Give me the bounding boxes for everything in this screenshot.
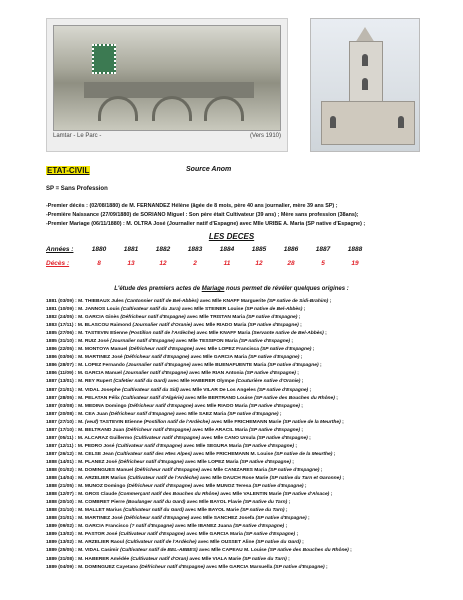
year-cell: 1887 [315, 246, 331, 253]
record-date: 1887 (27/10) : [46, 419, 79, 425]
record-date: 1887 (12/11) : [46, 443, 78, 449]
record-line [46, 378, 446, 386]
record-text: M. GARCIA Manuel (Journalier natif d'Espagne) avec Mlle RIAN Antonia (SP native d'Espagne) ; [77, 371, 299, 377]
record-line [46, 515, 446, 523]
record-date: 1887 (13/01) : [46, 379, 79, 385]
source-label: Source Anom [186, 166, 232, 173]
record-text: M. MEDINA Domingo (Défricheur natif d'Espagne) avec Mlle RIADO Maria (SP native d'Espagne) ; [78, 403, 303, 409]
record-text: M. GROS Claude (Commerçant natif des Bouches du Rhône) avec Mlle VALENTIN Marie (SP native d'Alsace) ; [78, 492, 333, 498]
record-line [46, 298, 446, 306]
record-date: 1887 (17/10) : [46, 427, 79, 433]
record-date: 1887 (03/08) : [46, 403, 79, 409]
record-text: M. MARTINEZ José (Défricheur natif d'Espagne) avec Mlle SANCHEZ Josefa (SP native d'Espagne) ; [78, 516, 310, 522]
record-line [46, 507, 446, 515]
record-date: 1889 (13/02) : [46, 540, 79, 546]
record-text: M. MONTOYA Manuel (Défricheur natif d'Espagne) avec Mlle LOPEZ Francisca (SP native d'Espagne) ; [78, 347, 315, 353]
record-date: 1889 (31/08) : [46, 556, 79, 562]
record-date: 1881 (10/09) : [46, 307, 79, 313]
death-count: 12 [255, 260, 263, 267]
record-date: 1888 (12/07) : [46, 492, 79, 498]
record-line [46, 403, 446, 411]
record-date: 1888 (21/05) : [46, 484, 79, 490]
year-cell: 1881 [123, 246, 139, 253]
first-marriage: -Premier Mariage (06/11/1880) : M. OLTRA José (Journalier natif d'Espagne) avec Mlle URIBE A. Maria (SP native d'Espagne) ; [46, 221, 366, 227]
record-line [46, 330, 446, 338]
record-line [46, 467, 446, 475]
record-line [46, 539, 446, 547]
section-header [46, 166, 426, 178]
record-text: M. ALCARAZ Guillermo (Cultivateur natif d'Espagne) avec Mlle CANO Ursula (SP native d'Espagne) ; [77, 435, 311, 441]
record-line [46, 523, 446, 531]
record-text: M. CELSE Jean (Cultivateur natif des Htes Alpes) avec Mlle FRICHEMANN M. Louise (SP native de la Meurthe) ; [78, 451, 336, 457]
record-line [46, 306, 446, 314]
record-date: 1888 (20/10) : [46, 500, 79, 506]
first-birth: -Première Naissance (27/09/1880) de SORIANO Miguel : Son père était Cultivateur (39 ans) ; Mère sans profession (38ans); [46, 212, 359, 218]
record-line [46, 419, 446, 427]
record-date: 1889 (25/05) : [46, 548, 79, 554]
record-line [46, 314, 446, 322]
record-date: 1887 (20/08) : [46, 411, 79, 417]
record-text: M. CEA Juan (Défricheur natif d'Espagne) avec Mlle SAEZ Maria (SP native d'Espagne) ; [78, 411, 282, 417]
record-date: 1888 (01/02) : [46, 467, 79, 473]
first-death: -Premier décès : (02/08/1880) de M. FERNANDEZ Hélène (âgée de 8 mois, père 40 ans journalier, mère 39 ans SP) ; [46, 203, 338, 209]
postcard-caption [53, 133, 281, 139]
record-line [46, 387, 446, 395]
record-date: 1887 (05/11) : [46, 435, 78, 441]
record-text: M. BLASCOU Raimond (Journalier natif d'Oranie) avec Mlle RIADO Maria (SP native d'Espagne) ; [77, 323, 302, 329]
year-cell: 1888 [347, 246, 363, 253]
marriage-records [46, 298, 446, 572]
record-date: 1881 (03/09) : [46, 299, 79, 304]
record-line [46, 483, 446, 491]
record-line [46, 491, 446, 499]
deces-title: LES DECES [208, 232, 255, 241]
intro-word: Mariage [201, 286, 225, 292]
death-count: 11 [223, 260, 231, 267]
bridge-arch [204, 96, 244, 121]
year-cell: 1883 [187, 246, 203, 253]
record-line [46, 499, 446, 507]
record-line [46, 564, 446, 572]
record-date: 1886 (11/09) : [46, 371, 78, 377]
intro-after: nous permet de révéler quelques origines : [224, 286, 349, 292]
record-text: M. THIEBAUX Jules (Cantonnier natif de Bel-Abbès) avec Mlle KNAFF Marguerite (SP native de Sidi-Brahim) ; [78, 299, 332, 304]
record-text: M. MUNOZ Domingo (Défricheur natif d'Espagne) avec Mlle MUNOZ Teresa (SP native d'Espagne) ; [78, 484, 307, 490]
year-cell: 1882 [155, 246, 171, 253]
record-text: M. COMBRET Pierre (Boulanger natif du Gard) avec Mlle BAYOL Flavie (SP native du Tarn) ; [78, 500, 291, 506]
record-text: M. (veuf) TASTEVIN Etienne (Postillon natif de l'Ardèche) avec Mlle FRICHEMANN Marie (SP native de la Meurthe) ; [78, 419, 344, 425]
postcard-caption-right: (Vers 1910) [249, 133, 281, 139]
record-date: 1882 (24/05) : [46, 315, 79, 321]
record-line [46, 547, 446, 555]
window [398, 116, 404, 128]
year-cell: 1884 [219, 246, 235, 253]
intro-before: L'étude des premiers actes de [114, 286, 202, 292]
deaths-row [46, 260, 416, 274]
record-text: M. HABERER Amédée (Cultivateur natif d'Oran) avec Mlle VIALA Marie (SP native du Tarn) ; [78, 556, 290, 562]
park-photo [53, 25, 281, 131]
postcard-image [46, 18, 288, 152]
marriage-intro [0, 286, 463, 292]
first-events [46, 202, 436, 229]
deaths-label: Décès : [46, 260, 70, 267]
record-line [46, 395, 446, 403]
record-text: M. BELTRAND Juan (Défricheur natif d'Espagne) avec Mlle ARACIL Maria (SP native d'Espagne) ; [78, 427, 304, 433]
record-line [46, 435, 446, 443]
record-text: M. PELATAN Félix (Cultivateur natif d'Algérie) avec Mlle BERTRAND Louise (SP native des Bouches du Rhône) ; [78, 395, 338, 401]
record-text: M. REY Rupert (Cafetier natif du Gard) avec Mlle HABERER Olympe (Couturière native d'Oranie) ; [78, 379, 304, 385]
record-line [46, 475, 446, 483]
years-label: Années : [46, 246, 74, 253]
record-line [46, 531, 446, 539]
death-count: 19 [351, 260, 359, 267]
record-line [46, 451, 446, 459]
record-date: 1887 (21/01) : [46, 387, 79, 393]
postcard-caption-left: Lamtar - Le Parc - [53, 133, 102, 139]
window [330, 116, 336, 128]
window [362, 78, 368, 90]
record-line [46, 370, 446, 378]
record-date: 1888 (31/01) : [46, 516, 79, 522]
record-date: 1889 (09/02) : [46, 524, 79, 530]
record-text: M. VIDAL Casimir (Cultivateur natif de BEL-ABBES) avec Mlle CAPEAU M. Louise (SP native des Bouches du Rhône) ; [78, 548, 352, 554]
record-date: 1889 (04/09) : [46, 564, 79, 570]
record-text: M. PEDRO José (Cultivateur natif d'Espagne) avec Mlle SEGURA Maria (SP native d'Espagne) ; [77, 443, 297, 449]
year-cell: 1880 [91, 246, 107, 253]
record-date: 1886 (03/06) : [46, 355, 79, 361]
record-text: M. PASTOR José (Cultivateur natif d'Espagne) avec Mlle GARCIA Maria (SP native d'Espagne) ; [78, 532, 299, 538]
record-text: M. RUIZ José (Journalier natif d'Espagne) avec Mlle TESSIFON Maria (SP native d'Espagne) ; [78, 339, 294, 345]
record-date: 1888 (14/01) : [46, 459, 79, 465]
record-text: M. GARCIA Ginès (Défricheur natif d'Espagne) avec Mlle TRISTAN Maria (SP native d'Espagne) ; [78, 315, 301, 321]
record-date: 1889 (13/02) : [46, 532, 79, 538]
record-line [46, 362, 446, 370]
record-line [46, 556, 446, 564]
record-text: M. TASTEVIN Etienne (Postillon natif de l'Ardèche) avec Mlle KNAFF Maria (Servante native de Bel-Abbès) ; [78, 331, 327, 337]
postage-stamp [92, 44, 116, 74]
record-text: M. GARCIA Francisco (? natif d'Espagne) avec Mlle IBANEZ Juana (SP native d'Espagne) ; [78, 524, 288, 530]
death-count: 2 [193, 260, 197, 267]
record-date: 1885 (27/06) : [46, 331, 79, 337]
death-count: 8 [97, 260, 101, 267]
deaths-table [46, 246, 416, 274]
record-text: M. MARTINEZ José (Défricheur natif d'Espagne) avec Mlle GARCIA Maria (SP native d'Espagne) ; [78, 355, 303, 361]
death-count: 12 [159, 260, 167, 267]
record-line [46, 338, 446, 346]
record-line [46, 411, 446, 419]
record-line [46, 427, 446, 435]
record-date: 1883 (17/11) : [46, 323, 78, 329]
death-count: 28 [287, 260, 295, 267]
death-count: 5 [321, 260, 325, 267]
record-date: 1886 (28/07) : [46, 363, 79, 369]
record-text: M. PLANEZ José (Défricheur natif d'Espagne) avec Mlle LOPEZ Maria (SP native d'Espagne) ; [78, 459, 294, 465]
sp-legend: SP = Sans Profession [46, 186, 108, 192]
record-text: M. ARZELIER Marius (Cultivateur natif de l'Ardèche) avec Mlle DAUCH Rose Marie (SP native du Tarn et Garonne) ; [78, 476, 344, 482]
death-count: 13 [127, 260, 135, 267]
record-date: 1886 (22/05) : [46, 347, 79, 353]
record-date: 1885 (31/10) : [46, 339, 79, 345]
record-line [46, 346, 446, 354]
record-date: 1888 (31/10) : [46, 508, 79, 514]
record-text: M. ARZELIER Raoul (Cultivateur natif de l'Ardèche) avec Mlle OUSSET Aline (SP native du Gard) ; [78, 540, 304, 546]
record-date: 1887 (28/05) : [46, 395, 79, 401]
record-line [46, 322, 446, 330]
etat-civil-title: ETAT-CIVIL [47, 166, 90, 175]
bridge-arch [152, 96, 192, 121]
record-date: 1887 (26/12) : [46, 451, 79, 457]
record-line [46, 443, 446, 451]
bridge-arch [98, 96, 138, 121]
year-cell: 1885 [251, 246, 267, 253]
record-date: 1888 (14/04) : [46, 476, 79, 482]
record-text: M. MALLET Marius (Cultivateur natif du Gard) avec Mlle BAYOL Marie (SP native du Tarn) ; [78, 508, 288, 514]
year-cell: 1886 [283, 246, 299, 253]
record-line [46, 459, 446, 467]
record-text: M. VIDAL Josephe (Cultivateur natif du Sid) avec Mlle VILAR De Los Angeles (SP native d'Espagne) ; [78, 387, 312, 393]
window [362, 54, 368, 66]
record-text: M. LOPEZ Fernando (Journalier natif d'Espagne) avec Mlle BUENAFUENTE Maria (SP native d'Espagne) ; [78, 363, 322, 369]
record-text: M. DOMINGUES Manuel (Défricheur natif d'Espagne) avec Mlle CANIZARES Maria (SP native d'Espagne) ; [78, 467, 323, 473]
church-photo [310, 18, 420, 152]
years-row [46, 246, 416, 260]
record-text: M. JANNOS Louis (Cultivateur natif du Jura) avec Mlle STEINER Louise (SP native de Bel-Abbès) ; [78, 307, 306, 313]
church-nave [321, 101, 415, 145]
record-line [46, 354, 446, 362]
record-text: M. DOMINGUEZ Cayetano (Défricheur natif d'Espagne) avec Mlle GARCIA Marsuella (SP native d'Espagne) ; [78, 564, 328, 570]
